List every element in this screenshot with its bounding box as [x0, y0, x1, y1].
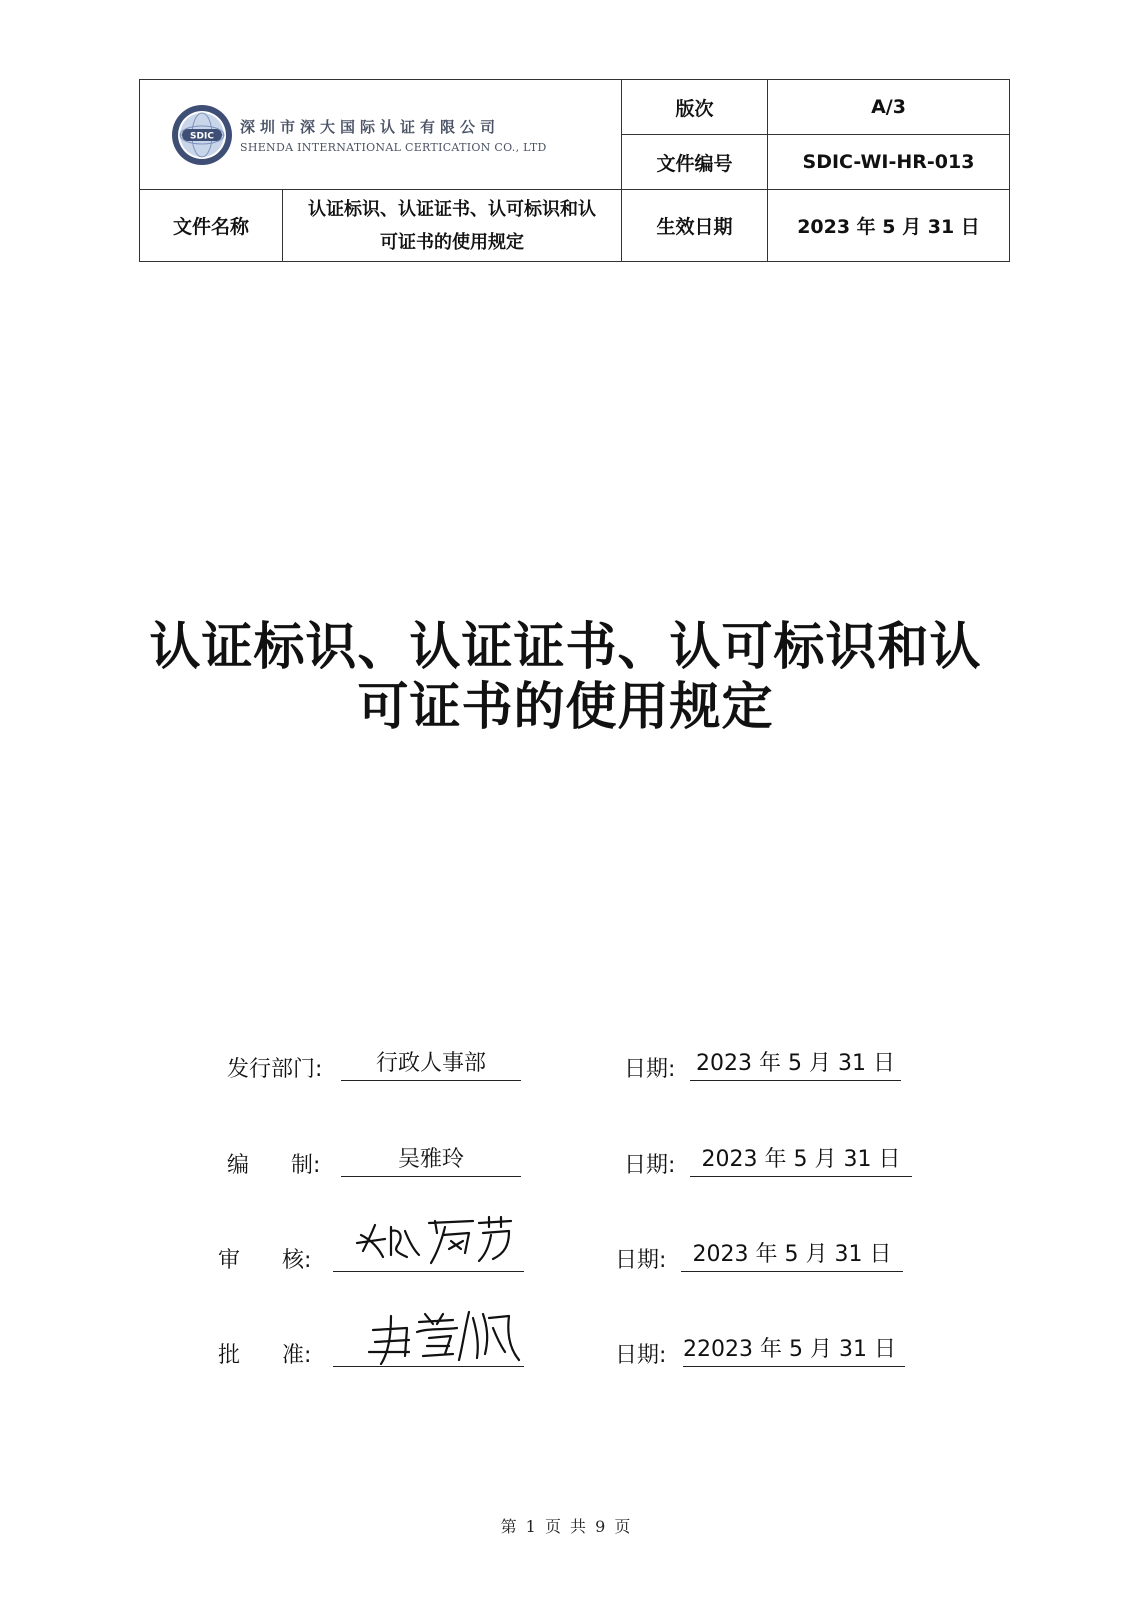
- version-label: 版次: [622, 80, 768, 135]
- logo-monogram: SDIC: [190, 131, 214, 141]
- doc-name-value: [283, 190, 622, 262]
- issue-department-row: [0, 1044, 1131, 1090]
- doc-name-label: 文件名称: [140, 190, 283, 262]
- doc-number-value: SDIC-WI-HR-013: [768, 135, 1010, 190]
- page-number-footer: 第 1 页 共 9 页: [500, 1517, 631, 1536]
- doc-name-line-1: 认证标识、认证证书、认可标识和认: [308, 198, 596, 220]
- reviewed-by-signature-line: [333, 1235, 524, 1272]
- reviewed-by-label: 审 核:: [218, 1248, 312, 1273]
- prepared-date-label: 日期:: [624, 1153, 676, 1178]
- prepared-by-value: 吴雅玲: [341, 1140, 521, 1177]
- document-title-line-1: 认证标识、认证证书、认可标识和认: [149, 618, 982, 677]
- issue-date-value: 2023 年 5 月 31 日: [690, 1044, 901, 1081]
- reviewed-signature-image: [333, 1213, 524, 1273]
- doc-name-line-2: 可证书的使用规定: [380, 231, 524, 253]
- prepared-by-row: [0, 1140, 1131, 1186]
- doc-number-label: 文件编号: [622, 135, 768, 190]
- approved-date-value: 22023 年 5 月 31 日: [683, 1330, 905, 1367]
- reviewed-date-value: 2023 年 5 月 31 日: [681, 1235, 903, 1272]
- document-title: [0, 618, 1131, 738]
- company-logo-cell: [140, 80, 622, 190]
- issue-department-value: 行政人事部: [341, 1044, 521, 1081]
- reviewed-by-row: [0, 1235, 1131, 1281]
- prepared-date-value: 2023 年 5 月 31 日: [690, 1140, 912, 1177]
- document-header-table: [139, 79, 1010, 262]
- approved-by-label: 批 准:: [218, 1343, 312, 1368]
- version-value: A/3: [768, 80, 1010, 135]
- approved-by-row: [0, 1330, 1131, 1376]
- reviewed-date-label: 日期:: [615, 1248, 667, 1273]
- effective-date-value: 2023 年 5 月 31 日: [768, 190, 1010, 262]
- approved-by-signature-line: [333, 1330, 524, 1367]
- company-name-cn: 深圳市深大国际认证有限公司: [240, 117, 501, 136]
- company-name-en: SHENDA INTERNATIONAL CERTICATION CO., LTD: [240, 140, 547, 154]
- prepared-by-label: 编 制:: [227, 1153, 321, 1178]
- issue-date-label: 日期:: [624, 1057, 676, 1082]
- approved-signature-image: [333, 1308, 524, 1368]
- approved-date-label: 日期:: [615, 1343, 667, 1368]
- company-logo-icon: [170, 103, 234, 167]
- issue-department-label: 发行部门:: [227, 1057, 323, 1082]
- effective-date-label: 生效日期: [622, 190, 768, 262]
- document-title-line-2: 可证书的使用规定: [357, 678, 774, 737]
